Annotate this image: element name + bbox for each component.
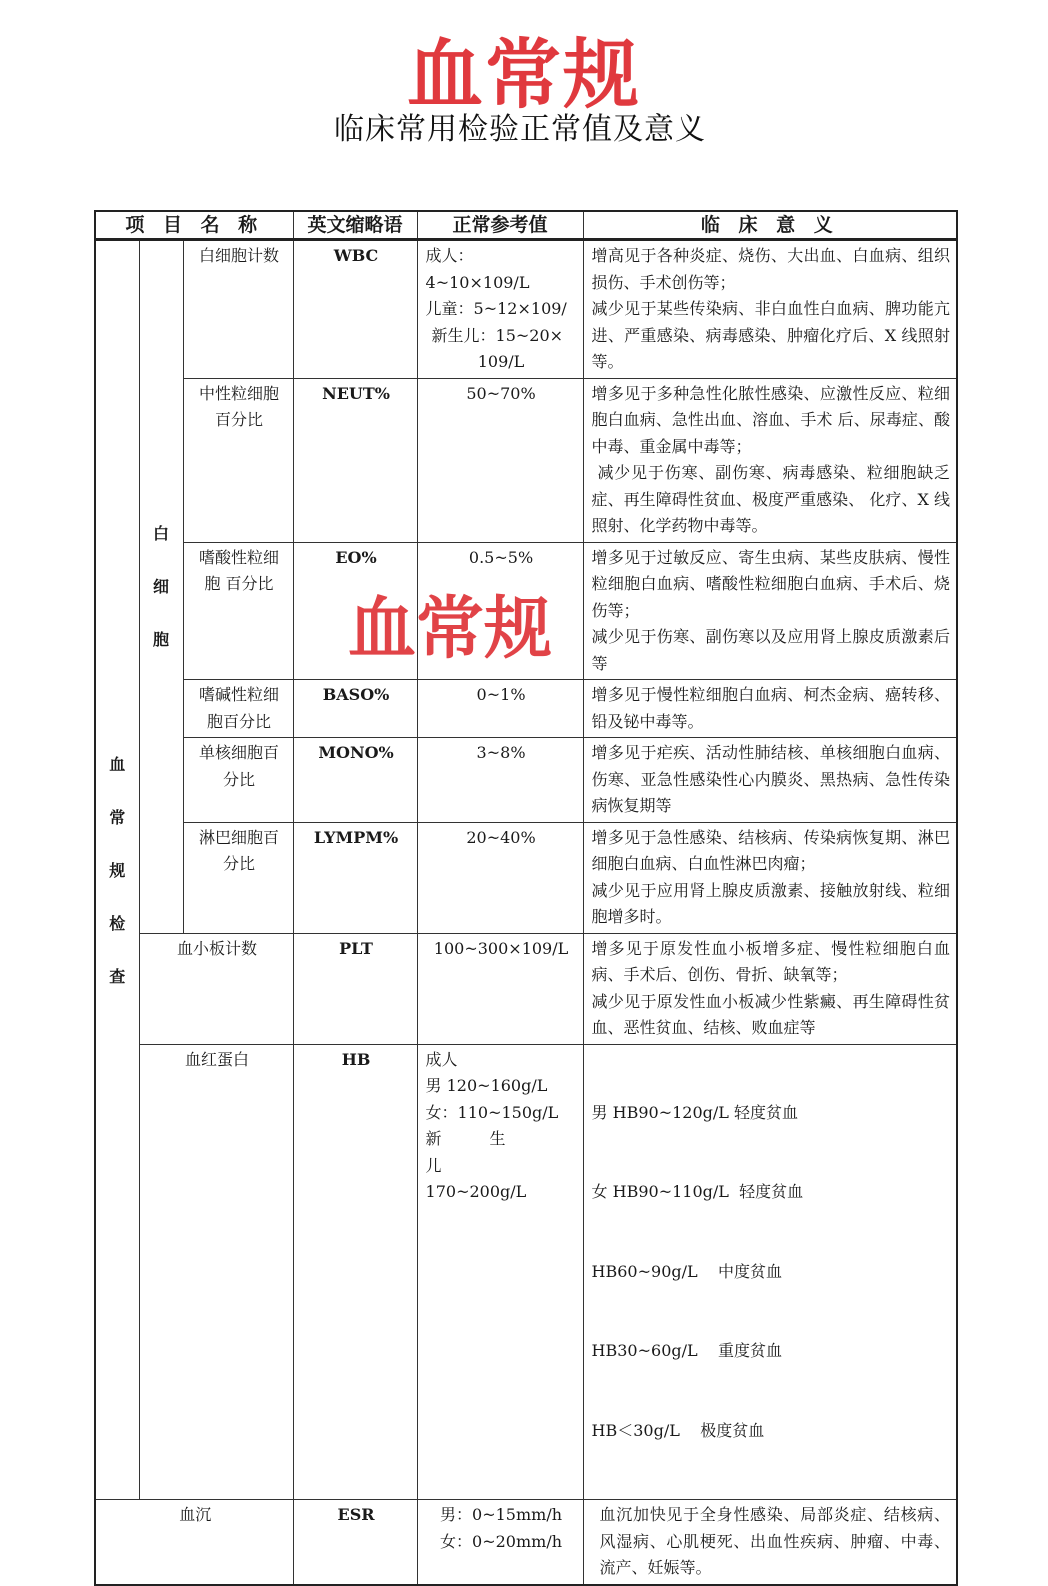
table-row [95,933,957,1044]
item-abbr: MONO% [293,738,417,823]
page-title: 血常规 [407,30,641,119]
item-meaning: 增多见于慢性粒细胞白血病、柯杰金病、癌转移、铅及铋中毒等。 [583,680,957,738]
item-meaning: 增多见于原发性血小板增多症、慢性粒细胞白血病、手术后、创伤、骨折、缺氧等； 减少见于原发性血小板减少性紫癜、再生障碍性贫血、恶性贫血、结核、败血症等 [583,933,957,1044]
item-meaning: 增多见于多种急性化脓性感染、应激性反应、粒细胞白血病、急性出血、溶血、手术 后、尿毒症、酸中毒、重金属中毒等； 减少见于伤寒、副伤寒、病毒感染、粒细胞缺乏症、再生障碍性贫血、极度严重感染、 化疗、X 线照射、化学药物中毒等。 [583,378,957,542]
item-ref: 100~300×109/L [417,933,583,1044]
table-row [95,378,957,542]
item-name: 淋巴细胞百分比 [183,822,293,933]
col-header-meaning: 临 床 意 义 [583,211,957,240]
item-meaning: 增高见于各种炎症、烧伤、大出血、白血病、组织损伤、手术创伤等； 减少见于某些传染病、非白血性白血病、脾功能亢进、严重感染、病毒感染、肿瘤化疗后、X 线照射等。 [583,240,957,379]
watermark: 血常规 [348,590,553,669]
item-ref: 0~1% [417,680,583,738]
group-label-blood-routine: 血 常 规 检 查 [95,240,139,1500]
item-ref: 0.5~5% [417,542,583,680]
item-abbr: WBC [293,240,417,379]
item-ref: 50~70% [417,378,583,542]
reference-table [94,210,958,1586]
item-ref: 20~40% [417,822,583,933]
item-name: 单核细胞百分比 [183,738,293,823]
table-row [95,680,957,738]
table-row [95,738,957,823]
item-abbr: HB [293,1044,417,1500]
item-name: 中性粒细胞百分比 [183,378,293,542]
item-ref: 成人 男 120~160g/L 女：110~150g/L 新生儿 170~200g/L [417,1044,583,1500]
item-abbr: PLT [293,933,417,1044]
table-row [95,1044,957,1500]
item-name: 血小板计数 [139,933,293,1044]
col-header-abbr: 英文缩略语 [293,211,417,240]
item-name: 嗜酸性粒细胞 百分比 [183,542,293,680]
item-meaning: 血沉加快见于全身性感染、局部炎症、结核病、风湿病、心肌梗死、出血性疾病、肿瘤、中毒、流产、妊娠等。 [583,1500,957,1585]
table-row [95,822,957,933]
table-row [95,1500,957,1585]
item-name: 嗜碱性粒细胞百分比 [183,680,293,738]
table-header-row [95,211,957,240]
page-subtitle: 临床常用检验正常值及意义 [334,112,706,147]
table-row [95,240,957,379]
item-abbr: BASO% [293,680,417,738]
col-header-ref: 正常参考值 [417,211,583,240]
item-ref: 3~8% [417,738,583,823]
item-meaning: 增多见于急性感染、结核病、传染病恢复期、淋巴细胞白血病、白血性淋巴肉瘤； 减少见于应用肾上腺皮质激素、接触放射线、粒细胞增多时。 [583,822,957,933]
item-name: 血红蛋白 [139,1044,293,1500]
item-abbr: EO% [293,542,417,680]
group-label-wbc: 白 细 胞 [139,240,183,934]
item-meaning: 男 HB90~120g/L 轻度贫血 女 HB90~110g/L 轻度贫血 HB60~90g/L 中度贫血 HB30~60g/L 重度贫血 HB＜30g/L 极度贫血 [583,1044,957,1500]
item-ref: 男：0~15mm/h 女：0~20mm/h [417,1500,583,1585]
item-ref: 成人：4~10×109/L 儿童：5~12×109/ 新生儿：15~20× 109/L [417,240,583,379]
item-name: 血沉 [95,1500,293,1585]
col-header-name: 项 目 名 称 [95,211,293,240]
item-abbr: ESR [293,1500,417,1585]
item-abbr: LYMPM% [293,822,417,933]
item-name: 白细胞计数 [183,240,293,379]
item-abbr: NEUT% [293,378,417,542]
item-meaning: 增多见于过敏反应、寄生虫病、某些皮肤病、慢性粒细胞白血病、嗜酸性粒细胞白血病、手术后、烧伤等； 减少见于伤寒、副伤寒以及应用肾上腺皮质激素后等 [583,542,957,680]
item-meaning: 增多见于疟疾、活动性肺结核、单核细胞白血病、伤寒、亚急性感染性心内膜炎、黑热病、急性传染病恢复期等 [583,738,957,823]
